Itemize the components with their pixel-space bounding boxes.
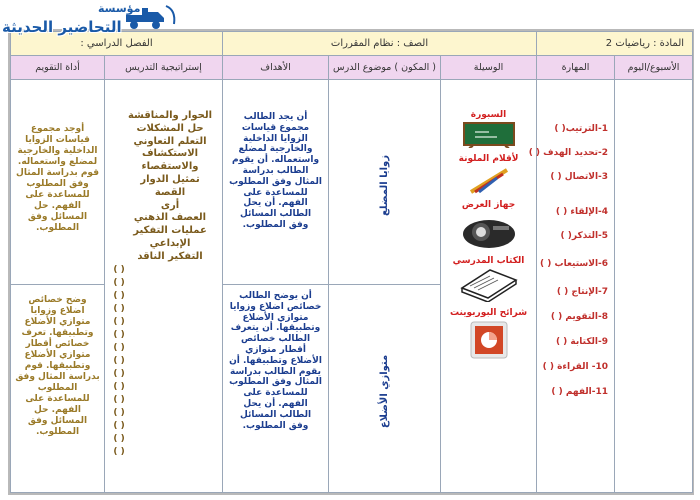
lesson-plan-table <box>10 31 693 493</box>
strategy-checkbox[interactable]: ( ) <box>113 434 125 445</box>
strategy-checkbox[interactable]: ( ) <box>113 342 125 353</box>
skill-item: 8-التقويم ( ) <box>550 312 609 322</box>
strategy-checkbox[interactable]: ( ) <box>113 316 125 327</box>
lesson-row-1 <box>11 80 693 285</box>
skill-item: 9-الكتابة ( ) <box>555 337 609 347</box>
col-skill: المهارة <box>537 56 615 80</box>
tool-label: لأقلام الملونة <box>458 154 519 164</box>
subject-cell: المادة : رياضيات 2 <box>537 32 693 56</box>
strategy-checkbox[interactable]: ( ) <box>113 381 125 392</box>
skills-cell <box>528 80 615 493</box>
strategy-item: القصة <box>154 186 186 198</box>
strategy-item: الاستكشاف والاستقصاء <box>141 148 199 173</box>
col-strategy: إستراتيجية التدريس <box>105 56 223 80</box>
col-evaluation: أداة التقويم <box>11 56 105 80</box>
column-header-row <box>11 56 693 80</box>
strategy-checkbox[interactable]: ( ) <box>113 303 125 314</box>
strategy-checkbox[interactable]: ( ) <box>113 395 125 406</box>
strategies-cell <box>105 80 223 493</box>
strategy-checkbox[interactable]: ( ) <box>113 421 125 432</box>
strategy-checkbox[interactable]: ( ) <box>113 329 125 340</box>
skill-item: 5-التذكر( ) <box>560 231 609 241</box>
colored-pens-icon <box>467 166 511 194</box>
week-day-cell <box>615 80 693 493</box>
strategy-item: عمليات التفكير <box>133 225 207 237</box>
strategy-item: الحوار والمناقشة <box>127 110 213 121</box>
watermark-logo <box>0 0 186 44</box>
strategy-item: التفكير الناقد <box>137 250 203 262</box>
skill-item: 7-الإنتاج ( ) <box>556 287 609 297</box>
evaluation-cell-2: وضح خصائص اضلاع وزوايا متوازي الأضلاع وتطبيقها. تعرف خصائص أقطار متوازي الأضلاع وتطبيقها. قوم بدراسة المثال وفق المطلوب للمساعدة على الفهم. حل المسائل وفق المطلوب. <box>11 285 105 493</box>
strategy-item: الإبداعي <box>149 237 191 249</box>
goals-cell-1: أن يجد الطالب مجموع قياسات الزوايا الداخلية والخارجية لمضلع واستعماله. أن يقوم الطالب بدراسة المثال وفق المطلوب للمساعدة على الفهم. أن يحل الطالب المسائل وفق المطلوب. <box>223 80 329 285</box>
watermark-sub: مؤسسة <box>98 2 141 15</box>
topic-cell-2 <box>329 285 441 493</box>
skill-item: 10- القراءة ( ) <box>542 362 609 372</box>
strategy-item: تمثيل الدوار <box>140 173 200 185</box>
strategy-checkbox[interactable]: ( ) <box>113 290 125 301</box>
semester-cell: الفصل الدراسي : <box>11 32 223 56</box>
tool-label: شرائح البوربوينت <box>449 308 528 318</box>
skill-item: 4-الإلقاء ( ) <box>555 207 609 217</box>
topic-text: زوايا المضلع <box>379 154 391 216</box>
tool-label: السبورة <box>470 110 507 120</box>
tools-cell <box>441 80 537 493</box>
powerpoint-icon <box>469 320 509 360</box>
topic-text: متوازي الأضلاع <box>379 354 391 429</box>
strategy-item: التعلم التعاوني <box>133 135 207 147</box>
skill-item: 3-الاتصال ( ) <box>550 172 609 182</box>
watermark-brand: التحاضير الحديثة <box>2 18 122 36</box>
strategy-checkbox[interactable]: ( ) <box>113 368 125 379</box>
col-topic: ( المكون ) موضوع الدرس <box>329 56 441 80</box>
topic-cell-1 <box>329 80 441 285</box>
col-week-day: الأسبوع/اليوم <box>615 56 693 80</box>
strategy-checkbox[interactable]: ( ) <box>113 447 125 458</box>
strategy-item: العصف الذهني <box>133 212 207 224</box>
grade-cell: الصف : نظام المقررات <box>223 32 537 56</box>
blackboard-icon <box>463 122 515 148</box>
skill-item: 6-الاستيعاب ( ) <box>540 259 609 269</box>
projector-icon <box>461 212 517 250</box>
evaluation-cell-1: أوجد مجموع قياسات الزوايا الداخلية والخارجية لمضلع واستعماله. قوم بدراسة المثال وفق المطلوب للمساعدة على الفهم. حل المسائل وفق المطلوب. <box>11 80 105 285</box>
skill-item: 2-تحديد الهدف ( ) <box>528 148 609 158</box>
col-tool: الوسيلة <box>441 56 537 80</box>
strategy-checkboxes <box>107 264 131 460</box>
strategy-list <box>122 110 218 264</box>
strategy-checkbox[interactable]: ( ) <box>113 408 125 419</box>
strategy-checkbox[interactable]: ( ) <box>113 264 125 275</box>
col-goals: الأهداف <box>223 56 329 80</box>
textbook-icon <box>460 268 518 302</box>
skill-item: 11-الفهم ( ) <box>551 387 609 397</box>
strategy-item: أرى <box>160 199 180 211</box>
tool-label: الكتاب المدرسي <box>452 256 525 266</box>
strategy-item: حل المشكلات <box>136 122 204 134</box>
strategy-checkbox[interactable]: ( ) <box>113 355 125 366</box>
skill-item: 1-الترتيب( ) <box>554 124 609 134</box>
strategy-checkbox[interactable]: ( ) <box>113 277 125 288</box>
goals-cell-2: أن يوضح الطالب خصائص اضلاع وزوايا متوازي الأضلاع وتطبيقها. أن يتعرف الطالب خصائص أقطار متوازي الأضلاع وتطبيقها. أن يقوم الطالب بدراسة المثال وفق المطلوب للمساعدة على الفهم. أن يحل الطالب المسائل وفق المطلوب. <box>223 285 329 493</box>
tool-label: جهاز العرض <box>461 200 516 210</box>
